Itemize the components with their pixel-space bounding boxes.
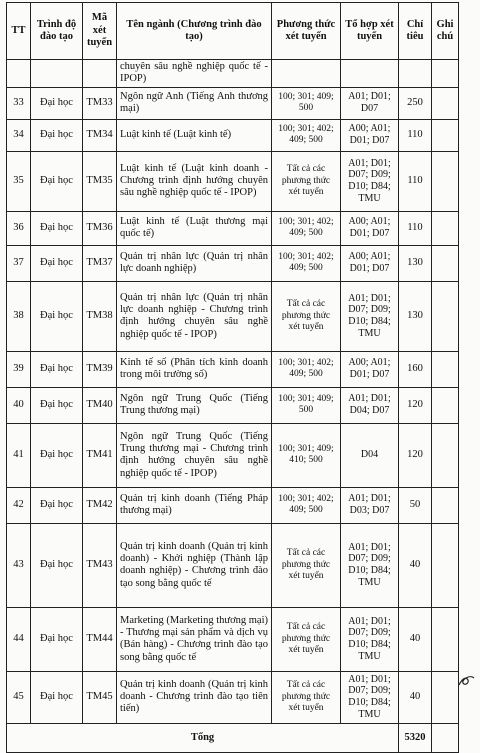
row-tt: 42 [7,487,31,523]
table-row [7,151,459,211]
col-header-combo: Tổ hợp xét tuyển [341,3,399,60]
col-header-tt: TT [7,3,31,60]
row-name: Quản trị nhân lực (Quản trị nhân lực doanh nghiệp - Chương trình định hướng chuyên sâu nghề nghiệp quốc tế - IPOP) [117,281,272,351]
row-name: Quản trị kinh doanh (Tiếng Pháp thương mại) [117,487,272,523]
row-method: Tất cả các phương thức xét tuyển [272,281,341,351]
col-header-method: Phương thức xét tuyển [272,3,341,60]
row-quota: 110 [399,151,432,211]
row-level: Đại học [31,607,83,671]
table-row [7,671,459,723]
row-code: TM40 [83,387,117,423]
row-note [432,87,459,119]
table-row [7,119,459,151]
row-method: 100; 301; 402; 409; 500 [272,487,341,523]
row-name: Ngôn ngữ Trung Quốc (Tiếng Trung thương mại - Chương trình định hướng chuyên sâu nghề nghiệp quốc tế - IPOP) [117,423,272,487]
table-row [7,607,459,671]
row-combo: A00; A01; D01; D07 [341,245,399,281]
row-tt: 38 [7,281,31,351]
row-code: TM37 [83,245,117,281]
row-name: Quản trị kinh doanh (Quản trị kinh doanh - Chương trình đào tạo tiên tiến) [117,671,272,723]
row-tt: 37 [7,245,31,281]
row-quota: 120 [399,387,432,423]
table-row [7,423,459,487]
row-code: TM33 [83,87,117,119]
row-combo: A01; D01; D07 [341,87,399,119]
row-name: Luật kinh tế (Luật kinh tế) [117,119,272,151]
row-note [432,151,459,211]
col-header-quota: Chỉ tiêu [399,3,432,60]
row-level: Đại học [31,423,83,487]
row-method: Tất cả các phương thức xét tuyển [272,671,341,723]
row-tt: 39 [7,351,31,387]
row-level: Đại học [31,351,83,387]
row-code: TM34 [83,119,117,151]
row-tt: 45 [7,671,31,723]
row-tt: 33 [7,87,31,119]
row-note [432,523,459,607]
table-row [7,281,459,351]
row-quota: 40 [399,607,432,671]
col-header-code: Mã xét tuyển [83,3,117,60]
continuation-name: chuyên sâu nghề nghiệp quốc tế - IPOP) [117,60,272,88]
row-method: Tất cả các phương thức xét tuyển [272,151,341,211]
row-quota: 130 [399,245,432,281]
row-method: 100; 301; 409; 410; 500 [272,423,341,487]
row-code: TM36 [83,211,117,245]
row-quota: 160 [399,351,432,387]
row-note [432,423,459,487]
row-method: 100; 301; 409; 500 [272,87,341,119]
row-quota: 50 [399,487,432,523]
row-tt: 43 [7,523,31,607]
row-combo: A01; D01; D07; D09; D10; D84; TMU [341,607,399,671]
row-method: Tất cả các phương thức xét tuyển [272,523,341,607]
row-name: Quản trị kinh doanh (Quản trị kinh doanh) - Khởi nghiệp (Thành lập doanh nghiệp) - Chương trình đào tạo song bằng quốc tế [117,523,272,607]
row-tt: 40 [7,387,31,423]
row-code: TM45 [83,671,117,723]
row-name: Luật kinh tế (Luật thương mại quốc tế) [117,211,272,245]
row-quota: 250 [399,87,432,119]
row-tt: 41 [7,423,31,487]
row-note [432,607,459,671]
row-note [432,487,459,523]
row-quota: 130 [399,281,432,351]
row-quota: 110 [399,119,432,151]
row-code: TM43 [83,523,117,607]
row-name: Luật kinh tế (Luật kinh doanh - Chương trình định hướng chuyên sâu nghề nghiệp quốc tế - IPOP) [117,151,272,211]
row-combo: A00; A01; D01; D07 [341,351,399,387]
row-quota: 40 [399,523,432,607]
row-code: TM41 [83,423,117,487]
row-note [432,245,459,281]
row-note [432,671,459,723]
row-tt: 36 [7,211,31,245]
row-combo: A01; D01; D07; D09; D10; D84; TMU [341,671,399,723]
row-code: TM44 [83,607,117,671]
row-tt: 34 [7,119,31,151]
col-header-name: Tên ngành (Chương trình đào tạo) [117,3,272,60]
row-level: Đại học [31,87,83,119]
admissions-table [6,2,459,753]
total-label: Tổng [7,723,399,752]
table-row [7,387,459,423]
table-row [7,523,459,607]
col-header-level: Trình độ đào tạo [31,3,83,60]
row-method: 100; 301; 402; 409; 500 [272,211,341,245]
row-name: Marketing (Marketing thương mại) - Thương mại sản phẩm và dịch vụ (Bán hàng) - Chương trình đào tạo song bằng quốc tế [117,607,272,671]
row-method: Tất cả các phương thức xét tuyển [272,607,341,671]
row-name: Kinh tế số (Phân tích kinh doanh trong môi trường số) [117,351,272,387]
row-level: Đại học [31,211,83,245]
table-row [7,87,459,119]
row-method: 100; 301; 409; 500 [272,387,341,423]
table-row [7,245,459,281]
row-combo: A01; D01; D07; D09; D10; D84; TMU [341,281,399,351]
row-note [432,387,459,423]
col-header-note: Ghi chú [432,3,459,60]
row-tt: 35 [7,151,31,211]
row-note [432,351,459,387]
row-method: 100; 301; 402; 409; 500 [272,245,341,281]
row-combo: A01; D01; D07; D09; D10; D84; TMU [341,523,399,607]
row-tt: 44 [7,607,31,671]
table-row [7,487,459,523]
row-quota: 120 [399,423,432,487]
row-level: Đại học [31,281,83,351]
row-level: Đại học [31,523,83,607]
row-method: 100; 301; 402; 409; 500 [272,351,341,387]
row-quota: 110 [399,211,432,245]
signature-mark [456,670,478,690]
row-combo: A01; D01; D03; D07 [341,487,399,523]
row-combo: A01; D01; D07; D09; D10; D84; TMU [341,151,399,211]
row-combo: D04 [341,423,399,487]
row-note [432,281,459,351]
row-note [432,211,459,245]
row-level: Đại học [31,387,83,423]
row-combo: A01; D01; D04; D07 [341,387,399,423]
row-name: Ngôn ngữ Anh (Tiếng Anh thương mại) [117,87,272,119]
table-row [7,211,459,245]
row-code: TM35 [83,151,117,211]
total-quota: 5320 [399,723,432,752]
row-level: Đại học [31,487,83,523]
row-code: TM38 [83,281,117,351]
continuation-row [7,60,459,88]
row-name: Ngôn ngữ Trung Quốc (Tiếng Trung thương mại) [117,387,272,423]
row-combo: A00; A01; D01; D07 [341,211,399,245]
row-level: Đại học [31,245,83,281]
row-method: 100; 301; 402; 409; 500 [272,119,341,151]
row-name: Quản trị nhân lực (Quản trị nhân lực doanh nghiệp) [117,245,272,281]
row-note [432,119,459,151]
row-code: TM39 [83,351,117,387]
total-row [7,723,459,752]
table-row [7,351,459,387]
row-level: Đại học [31,151,83,211]
row-code: TM42 [83,487,117,523]
row-quota: 40 [399,671,432,723]
header-row [7,3,459,60]
row-level: Đại học [31,671,83,723]
row-level: Đại học [31,119,83,151]
row-combo: A00; A01; D01; D07 [341,119,399,151]
